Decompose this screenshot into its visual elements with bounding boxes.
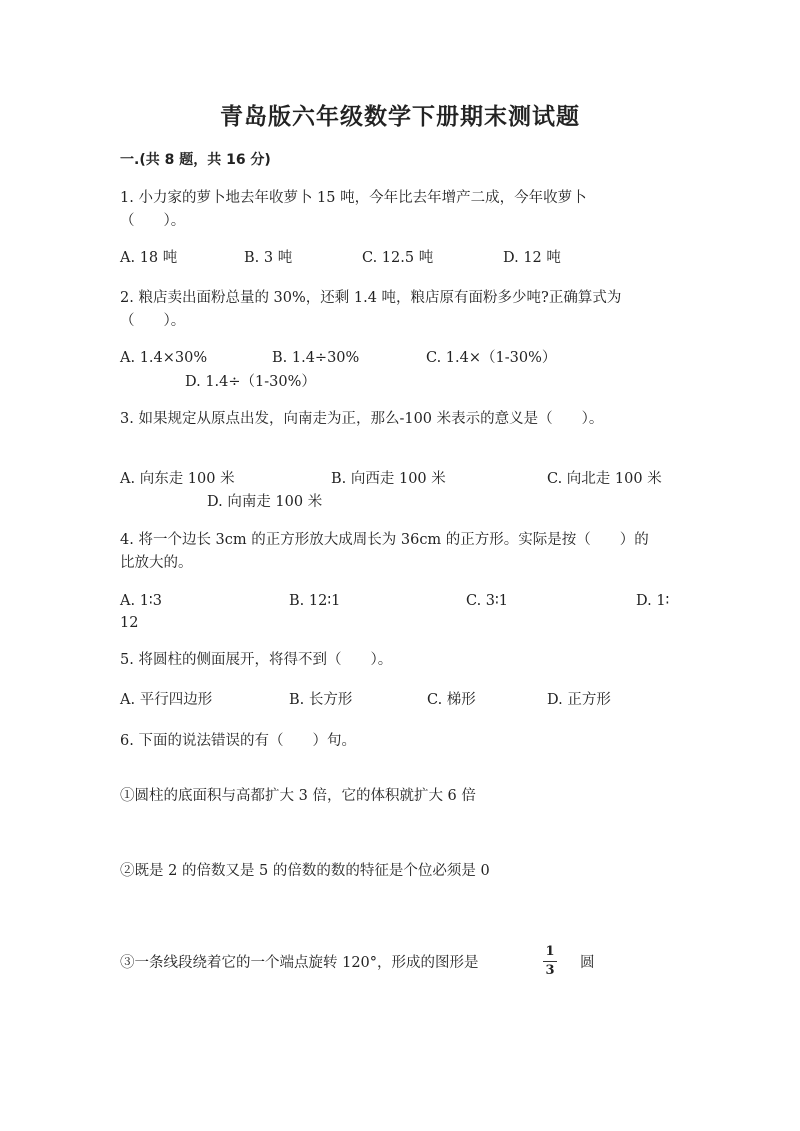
q4-text-line2: 比放大的。 <box>120 555 193 571</box>
q5-option-d: D. 正方形 <box>547 692 611 708</box>
q1-option-b: B. 3 吨 <box>244 250 293 266</box>
q3-option-c: C. 向北走 100 米 <box>547 471 662 487</box>
fraction-denominator: 3 <box>545 963 555 978</box>
q3-option-a: A. 向东走 100 米 <box>120 471 235 487</box>
q6-statement-3-end: 圆 <box>580 955 595 971</box>
q6-statement-1: ①圆柱的底面积与高都扩大 3 倍，它的体积就扩大 6 倍 <box>120 788 476 804</box>
q5-option-c: C. 梯形 <box>427 692 476 708</box>
q1-text-line2: （ ）。 <box>120 213 186 229</box>
fraction-one-third <box>542 944 558 979</box>
q3-option-b: B. 向西走 100 米 <box>331 471 446 487</box>
q5-text-line1: 5. 将圆柱的侧面展开，将得不到（ ）。 <box>120 652 393 668</box>
section-heading: 一.(共 8 题，共 16 分) <box>120 152 271 168</box>
q4-option-c: C. 3∶1 <box>466 593 509 609</box>
q4-option-a: A. 1∶3 <box>120 593 162 609</box>
q2-option-c: C. 1.4×（1-30%） <box>426 350 557 366</box>
q4-option-d: D. 1∶ <box>636 593 670 609</box>
q3-option-d: D. 向南走 100 米 <box>207 494 323 510</box>
q1-text-line1: 1. 小力家的萝卜地去年收萝卜 15 吨，今年比去年增产二成，今年收萝卜 <box>120 190 587 206</box>
q5-option-b: B. 长方形 <box>289 692 353 708</box>
q2-option-d: D. 1.4÷（1-30%） <box>185 374 316 390</box>
q2-text-line2: （ ）。 <box>120 313 186 329</box>
q3-text-line1: 3. 如果规定从原点出发，向南走为正，那么-100 米表示的意义是（ ）。 <box>120 411 604 427</box>
q6-statement-3: ③一条线段绕着它的一个端点旋转 120°，形成的图形是 <box>120 955 479 971</box>
q1-option-c: C. 12.5 吨 <box>362 250 434 266</box>
q2-option-b: B. 1.4÷30% <box>272 350 360 366</box>
q2-option-a: A. 1.4×30% <box>120 350 208 366</box>
q6-statement-2: ②既是 2 的倍数又是 5 的倍数的数的特征是个位必须是 0 <box>120 863 490 879</box>
q6-text-line1: 6. 下面的说法错误的有（ ）句。 <box>120 733 356 749</box>
fraction-numerator: 1 <box>545 944 555 959</box>
q4-option-d-continued: 12 <box>120 615 139 631</box>
q5-option-a: A. 平行四边形 <box>120 692 213 708</box>
q1-option-d: D. 12 吨 <box>503 250 561 266</box>
q4-option-b: B. 12∶1 <box>289 593 341 609</box>
page-title: 青岛版六年级数学下册期末测试题 <box>220 104 580 130</box>
fraction-bar <box>543 961 557 962</box>
q1-option-a: A. 18 吨 <box>120 250 178 266</box>
q4-text-line1: 4. 将一个边长 3cm 的正方形放大成周长为 36cm 的正方形。实际是按（ ）的 <box>120 532 649 548</box>
q2-text-line1: 2. 粮店卖出面粉总量的 30%，还剩 1.4 吨，粮店原有面粉多少吨?正确算式为 <box>120 290 622 306</box>
